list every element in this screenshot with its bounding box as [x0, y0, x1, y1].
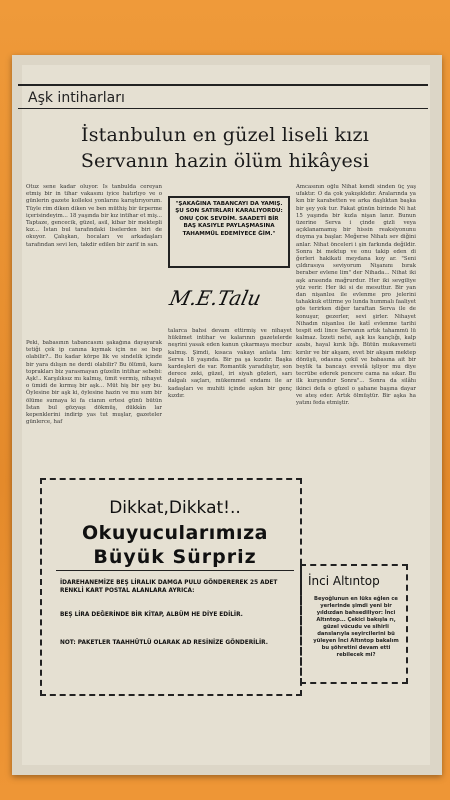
ad-headline-3: Büyük Sürpriz	[93, 546, 257, 568]
column-1-bottom: Peki, babasının tabancasını şakağına dayayarak tetiği çek ip canına kıymak için ne se bep olabilir?.. Bu kadar körpe lik ve sindelik içinde bir yara dılışın ne derdi olabilir? Bu ölümü, kara toprakları biz yarasmayan güzelin intihar sebebi: Aşk!.. Karşılıksız mı kalmış, ümit vermiş, nihayet o ümidi de kırmış bir aşk... Müt hiş bir şey bu. Öylesine bir aşk ki, öylesine hazin ve mu sum bir ölüme sumaya ki fa cianın ertesi günü bütün İstan bul gözyaşı dökmüş, dükkân lar kepenklerini indirip yas tut muşlar, gazeteler günlerce, haf	[26, 340, 162, 426]
ad-body-3: NOT: PAKETLER TAAHHÜTLÜ OLARAK AD RESİNİZE GÖNDERİLİR.	[60, 640, 268, 646]
ad-headline-1: Dikkat,Dikkat!..	[109, 498, 241, 518]
column-3: Amcasının oğlu Nihat kendi sinden üç yaş ufaktır. O da çok yakışıklıdır. Aralarında ya kın bir karabetten ve arka daşlıktan başka bir şey yok tur. Fakat günün birinde Ni hat 15 yaşında bir kızla nişan lanır. Bunun üzerine Serva i çinde gizli veya açıklanamamış bir hissin reaksiyonunu duyma ya başlar. Meğerse Nihatı sev diğini anlar. Nihat önceleri i şin farkında değildir. Sonra bi mektup ve onu takip eden di ğerleri hakikati meydana koy ar. "Seni çıldırasıya seviyorum Nişanını bırak beraber evlene lim" der Nihada... Nihat iki aşk arasında mağrurdur. Her iki sevgiliye yüz verir. Her iki si de mesuttur. Bir yan dan nişanlısı ile evlenme pro jelerini tahakkuk ettirme yo lunda hummalı faaliyet gös terirken diğer taraftan Serva ile de konuşur, gezerler, sevi şirler. Nihayet Nihadın nişanlısı ile katî evlenme tarihi tespit edi lince Servanın artık tahammü lü kalmaz. İzzeti nefsi, aşk kıs kançlığı, kalp azabı, hayal kırık lığı. Bütün mukavemeti kırılır ve bir akşam, evet bir akşam mektep dönüşü, odasına çekil ve babasına ait bir beylik ta bancayı evvelâ işliyor mu diye tecrübe ederek pencere cama na sıkar. Bu ilk kurşundur Sonra"... Sonra da silâhı ikinci defa o güzel o şahane başına dayar ve ateş eder. Artık ölmüştür. Bir aşka ha yatını feda etmiştir.	[296, 184, 416, 407]
pull-quote: "ŞAKAĞINA TABANCAYI DA YAMIŞ. ŞU SON SATIRLARI KARALIYORDU: ONU ÇOK SEVDİM. SAADETİ BİR BAŞ KASIYLE PAYLAŞMASINA TAHAMMÜL EDEMİYECE ĞİM."	[168, 196, 290, 268]
ad-body-2: BEŞ LİRA DEĞERİNDE BİR KİTAP, ALBÜM HE DİYE EDİLİR.	[60, 612, 243, 618]
column-2: talarca bahsi devam ettirmiş ve nihayet hükümet intihar ve kalarının gazetelerde neşrini yasak eden kanun çıkarmaya mecbur kalmış. Şimdi, kısaca vakayı anlata lım: Serva 18 yaşında. Bir pa şa kızıdır. Başka kardeşleri de var. Romantik yaradılıştır, son derece zeki, güzel, iri siyah gözleri, sarı dalgalı saçları, mükemmel endamı ile ar kadaşları ve muhiti içinde aşkın bir genç kızdır.	[168, 328, 292, 399]
ad-body-1: İDAREHANEMİZE BEŞ LİRALIK DAMGA PULU GÖNDEREREK 25 ADET RENKLİ KART POSTAL ALANLARA AYRICA:	[60, 580, 278, 594]
article-title-line2: Servanın hazin ölüm hikâyesi	[80, 150, 370, 172]
author-signature: M.E.Talu	[167, 286, 264, 310]
ad-rule	[56, 570, 294, 571]
ad-headline-2: Okuyucularımıza	[82, 522, 268, 544]
top-rule	[18, 84, 428, 86]
section-header: Aşk intiharları	[28, 90, 125, 106]
article-title-line1: İstanbulun en güzel liseli kızı	[81, 124, 369, 146]
inci-title: İnci Altıntop	[308, 574, 380, 588]
header-rule	[18, 108, 428, 109]
inci-text: Beyoğlunun en lüks eğlen ce yerlerinde şimdi yeni bir yıldızdan bahsediliyor: İnci Altıntop... Çekici bakışla rı, güzel vücudu ve sihirli danslarıyla seyircilerini bü yüleyen İnci Altıntop bakalım bu şöhretini devam etti rebilecek mi?	[313, 596, 399, 658]
column-1-top: Otuz sene kadar oluyor. İs tanbulda cereyan etmiş bir in tihar vakasını iyice hatırlıyo ve o günlerin gazete kolleksi yonlarını karıştırıyorum. Tüyle rim diken diken ve ben müthiş bir ürperme içerisindeyim... 18 yaşında bir kız intihar et miş... Taptaze, gencecik, güzel, asil, kibar bir mektepli kız... İstan bul tarafındaki liselerden biri de okuyor. Çalışkan, hocaları ve arkadaşları tarafından sevi len, takdir edilen bir zarif in san.	[26, 184, 162, 248]
